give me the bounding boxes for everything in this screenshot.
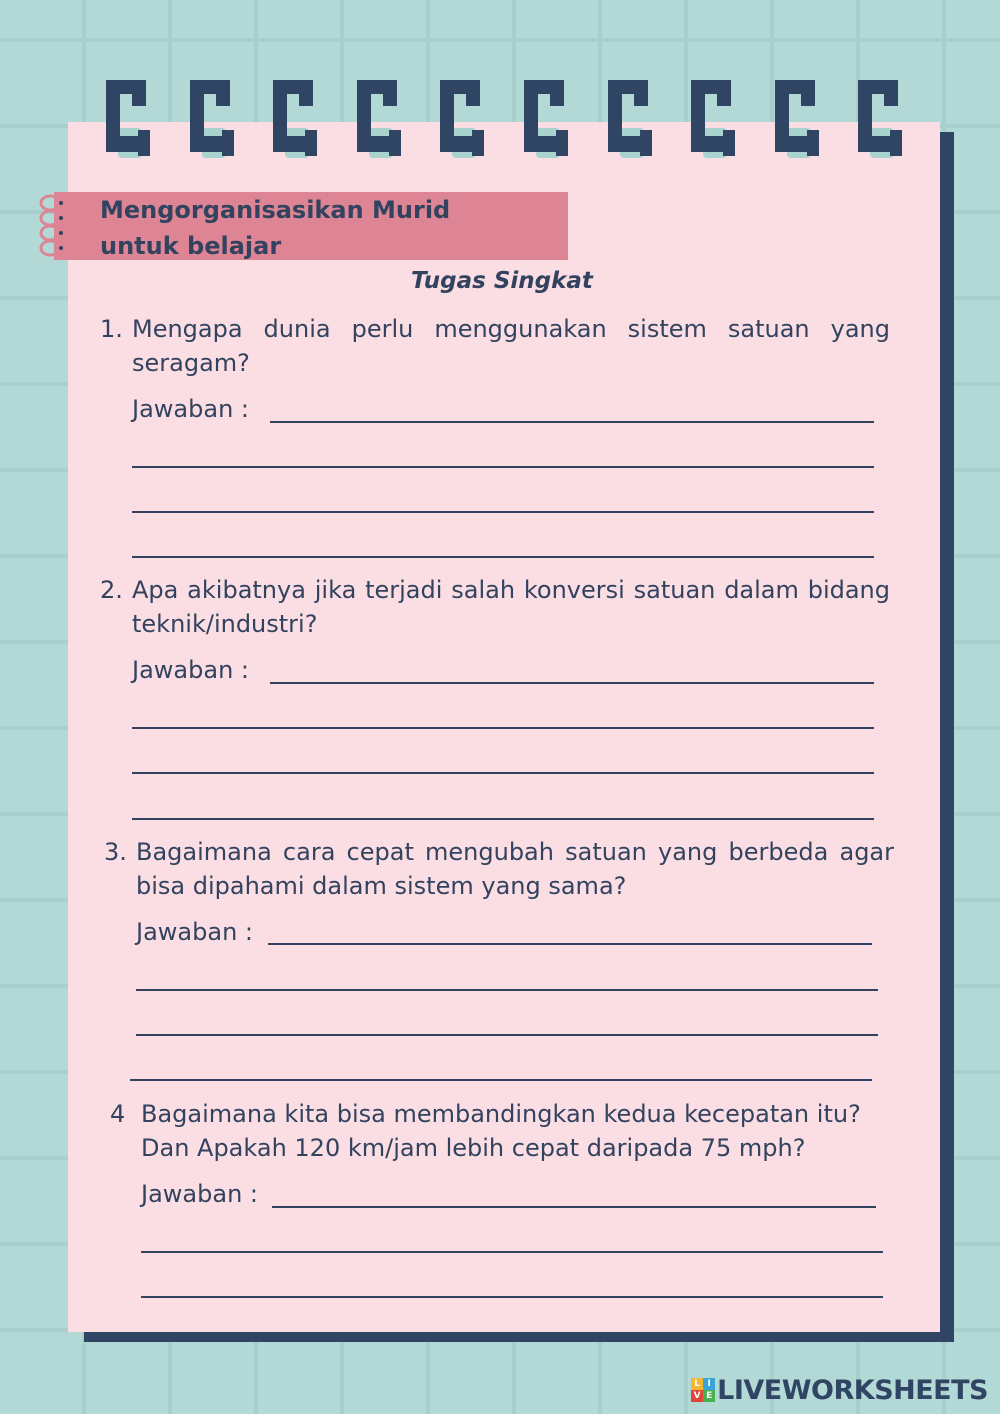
liveworksheets-logo-icon: L I V E	[691, 1378, 715, 1402]
binder-ring-icon	[683, 80, 739, 176]
binder-ring-icon	[850, 80, 906, 176]
question-2-number: 2.	[100, 576, 123, 604]
question-3-number: 3.	[104, 838, 127, 866]
page-title-line-2: untuk belajar	[100, 232, 282, 260]
binder-ring-icon	[600, 80, 656, 176]
question-2-answer-line-1[interactable]	[270, 682, 874, 684]
binder-ring-icon	[767, 80, 823, 176]
question-2-answer-line-4[interactable]	[132, 818, 874, 820]
question-1-answer-label: Jawaban :	[132, 395, 249, 423]
question-3-answer-label: Jawaban :	[136, 918, 253, 946]
question-1-answer-line-2[interactable]	[132, 466, 874, 468]
spiral-icon	[38, 193, 68, 259]
question-2-text: Apa akibatnya jika terjadi salah konversi satuan dalam bidang teknik/industri?	[132, 576, 890, 638]
question-3-answer-line-1[interactable]	[268, 943, 872, 945]
question-1-answer-line-4[interactable]	[132, 556, 874, 558]
page-title-line-1: Mengorganisasikan Murid	[100, 196, 451, 224]
question-2-answer-line-3[interactable]	[132, 772, 874, 774]
question-2-answer-label: Jawaban :	[132, 656, 249, 684]
liveworksheets-logo[interactable]	[691, 1372, 988, 1408]
question-1-number: 1.	[100, 315, 123, 343]
liveworksheets-brand: LIVEWORKSHEETS	[717, 1374, 988, 1406]
binder-ring-icon	[516, 80, 572, 176]
question-4-text: Bagaimana kita bisa membandingkan kedua kecepatan itu? Dan Apakah 120 km/jam lebih cepat daripada 75 mph?	[141, 1100, 861, 1162]
binder-ring-icon	[265, 80, 321, 176]
question-4-answer-line-1[interactable]	[272, 1206, 876, 1208]
question-4-answer-line-3[interactable]	[141, 1296, 883, 1298]
question-1-text: Mengapa dunia perlu menggunakan sistem satuan yang seragam?	[132, 315, 890, 377]
question-3-answer-line-3[interactable]	[136, 1034, 878, 1036]
binder-ring-icon	[432, 80, 488, 176]
question-3-text: Bagaimana cara cepat mengubah satuan yang berbeda agar bisa dipahami dalam sistem yang sama?	[136, 838, 894, 900]
binder-ring-icon	[182, 80, 238, 176]
binder-ring-icon	[98, 80, 154, 176]
question-4-answer-line-2[interactable]	[141, 1251, 883, 1253]
question-3-answer-line-2[interactable]	[136, 989, 878, 991]
question-4-number: 4	[110, 1100, 126, 1128]
binder-ring-icon	[349, 80, 405, 176]
question-1-answer-line-1[interactable]	[270, 421, 874, 423]
page-title	[100, 192, 560, 264]
page-subtitle: Tugas Singkat	[411, 268, 593, 294]
question-3-answer-line-4[interactable]	[130, 1079, 872, 1081]
question-2-answer-line-2[interactable]	[132, 727, 874, 729]
question-1-answer-line-3[interactable]	[132, 511, 874, 513]
question-4-answer-label: Jawaban :	[141, 1180, 258, 1208]
